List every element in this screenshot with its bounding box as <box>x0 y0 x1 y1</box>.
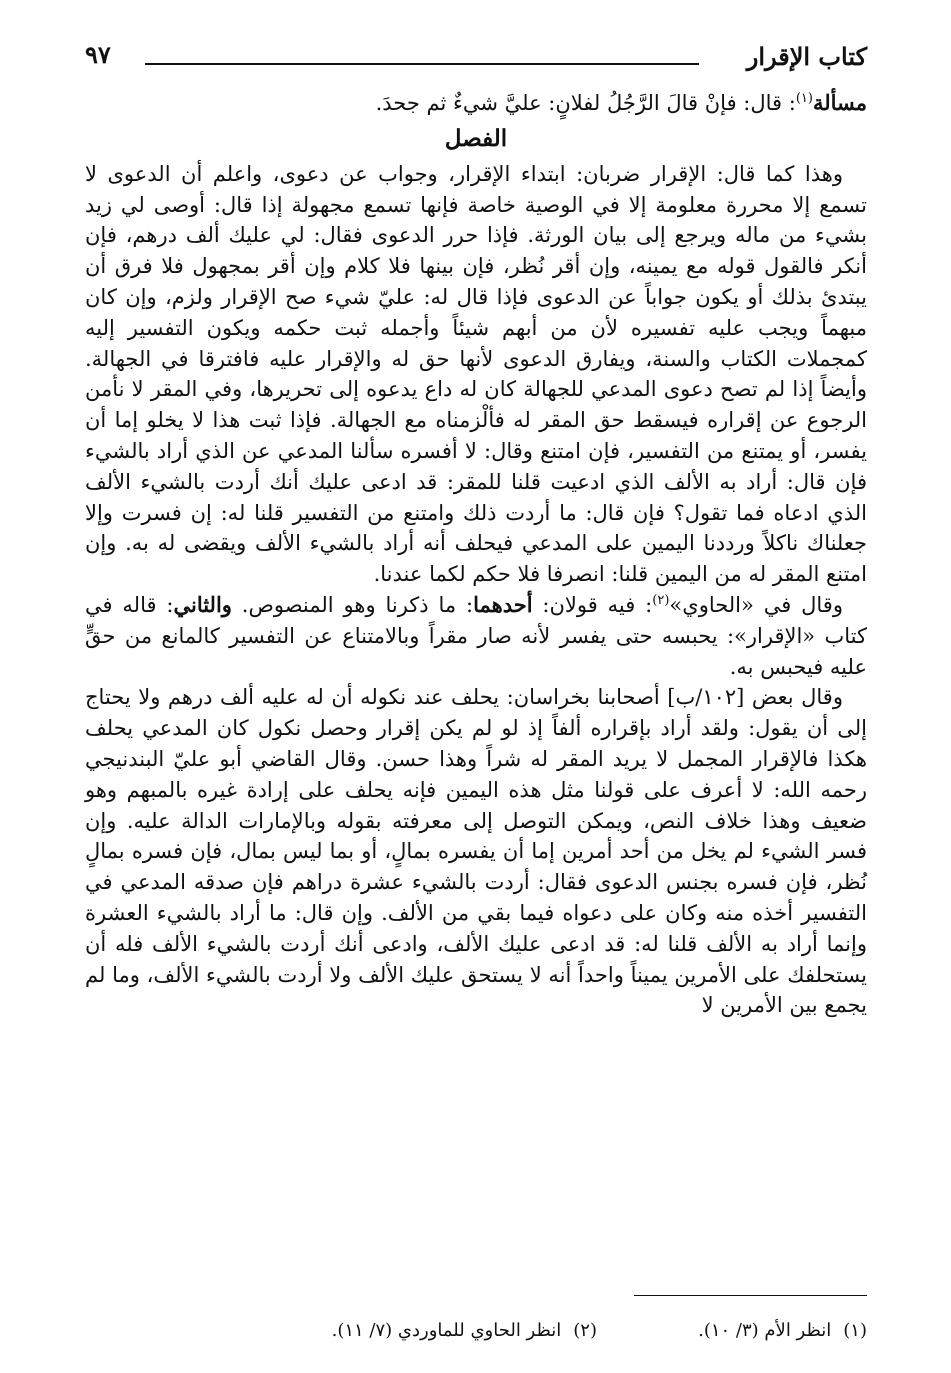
second-opinion-label: والثاني <box>173 591 232 617</box>
running-title: كتاب الإقرار <box>746 42 867 71</box>
masala-label: مسألة <box>812 90 867 115</box>
page-header <box>85 40 867 86</box>
paragraph-2 <box>85 590 867 682</box>
paragraph-1: وهذا كما قال: الإقرار ضربان: ابتداء الإقرار، وجواب عن دعوى، واعلم أن الدعوى لا تسمع إلا محررة معلومة إلا في الوصية خاصة فإنها تسمع مجهولة إذا قال: أوصى لي زيد بشيء من ماله ويرجع إلى بيان الورثة. فإذا حرر الدعوى فقال: لي عليك ألف درهم، فإن أنكر فالقول قوله مع يمينه، وإن أقر نُظر، فإن بينها فلا كلام وإن أقر بمجهول فلا فرق أن يبتدئ بذلك أو يكون جواباً عن الدعوى فإذا قال له: عليّ شيء صح الإقرار ولزم، وإن كان مبهماً ويجب عليه تفسيره لأن من أبهم شيئاً وأجمله ثبت حكمه ويكون التفسير إليه كمجملات الكتاب والسنة، ويفارق الدعوى لأنها حق له والإقرار عليه فافترقا في الجهالة. وأيضاً إذا لم تصح دعوى المدعي للجهالة كان له داع يدعوه إلى تحريرها، وفي المقر لا نأمن الرجوع عن إقراره فيسقط حق المقر له فألْزمناه مع الجهالة. فإذا ثبت هذا لا يخلو إما أن يفسر، أو يمتنع من التفسير، فإن امتنع وقال: لا أفسره سألنا المدعي عن الذي أراد بالشيء فإن قال: أراد به الألف الذي ادعيت قلنا للمقر: قد ادعى عليك أنك أردت بالشيء الألف الذي ادعاه فما تقول؟ فإن قال: ما أردت ذلك وامتنع من التفسير قلنا له: إن فسرت وإلا جعلناك ناكلاً ورددنا اليمين على المدعي فيحلف أنه أراد بالشيء الألف ويقضى له به. وإن امتنع المقر له من اليمين قلنا: انصرفا فلا حكم لكما عندنا. <box>85 161 867 587</box>
footnote-ref-2[interactable]: (٢) <box>652 592 670 608</box>
page-number: ٩٧ <box>85 40 111 69</box>
footnote-2 <box>332 1320 597 1341</box>
para2-text-b: : فيه قولان: <box>532 592 653 617</box>
footnote-1-number: (١) <box>843 1320 867 1341</box>
footnote-ref-1[interactable]: (١) <box>795 91 813 106</box>
masala-text: : قال: فإنْ قالَ الرَّجُلُ لفلانٍ: عليَّ شيءٌ ثم جحدَ. <box>375 91 796 115</box>
header-rule <box>145 63 699 65</box>
para2-text-d: : قاله في كتاب «الإقرار»: يحبسه حتى يفسر لأنه صار مقراً وبالامتناع عن التفسير كالمانع من حقٍّ عليه فيحبس به. <box>85 592 867 679</box>
footnote-rule <box>634 1295 867 1296</box>
footnote-2-number: (٢) <box>573 1320 597 1341</box>
footnote-1 <box>698 1320 867 1341</box>
section-heading: الفصل <box>444 124 508 152</box>
para2-text-c: : ما ذكرنا وهو المنصوص. <box>231 592 474 617</box>
masala-line <box>85 88 867 119</box>
footnote-1-text: انظر الأم (٣/ ١٠). <box>698 1320 832 1341</box>
first-opinion-label: أحدهما <box>473 591 533 617</box>
paragraph-3: وقال بعض [١٠٢/ب] أصحابنا بخراسان: يحلف عند نكوله أن له عليه ألف درهم ولا يحتاج إلى أن يقول: ولقد أراد بإقراره ألفاً إذ لو لم يكن إقرار وحصل نكول كان المدعي يحلف هكذا فالإقرار المجمل لا يريد المقر له شراً وهذا حسن. وقال القاضي أبو عليّ البندنيجي رحمه الله: لا أعرف على قولنا مثل هذه اليمين فإنه يحلف على إرادة غيره بالمبهم وهو ضعيف وهذا خلاف النص، ويمكن التوصل إلى معرفته بقوله وبالإمارات الدالة عليه. وإن فسر الشيء لم يخل من أحد أمرين إما أن يفسره بمالٍ، أو بما ليس بمال، فإن فسره بمالٍ نُظر، فإن فسره بجنس الدعوى فقال: أردت بالشيء عشرة دراهم فإن صدقه المدعي في التفسير أخذه منه وكان على دعواه فيما بقي من الألف. وإن قال: ما أراد بالشيء العشرة وإنما أراد به الألف قلنا له: قد ادعى عليك الألف، وادعى أنك أردت بالشيء الألف فله أن يستحلفك على الأمرين يميناً واحداً أنه لا يستحق عليك الألف ولا أردت بالشيء الألف، وما لم يجمع بين الأمرين لا <box>85 685 867 1018</box>
main-text <box>85 88 867 1021</box>
footnote-2-text: انظر الحاوي للماوردي (٧/ ١١). <box>331 1320 562 1341</box>
para2-intro: وقال في «الحاوي» <box>669 592 843 617</box>
